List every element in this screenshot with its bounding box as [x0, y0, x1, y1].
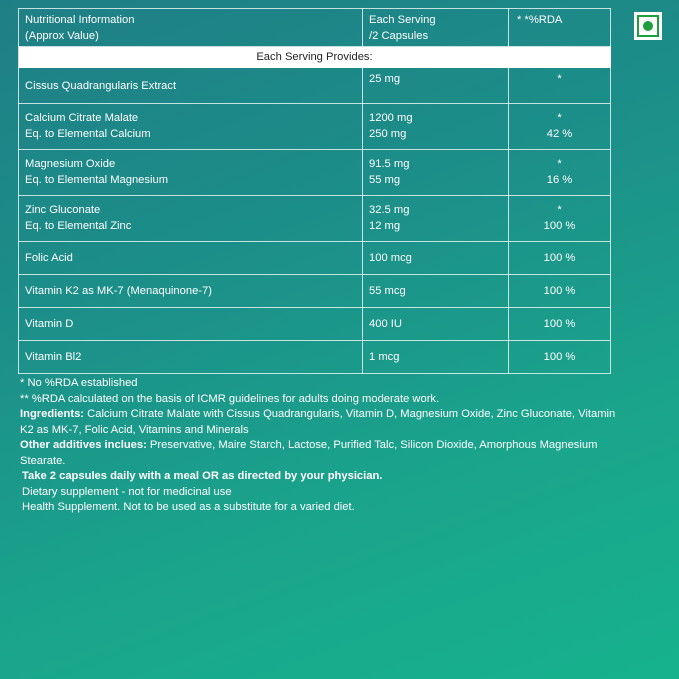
ingredients [20, 407, 620, 438]
table-row: Vitamin K2 as MK-7 (Menaquinone-7) 55 mcg 100 % [19, 275, 611, 308]
footnotes [20, 376, 620, 516]
header-each-serving: Each Serving /2 Capsules [363, 9, 509, 47]
table-row: Magnesium Oxide Eq. to Elemental Magnesium 91.5 mg 55 mg * 16 % [19, 150, 611, 196]
rda-basis-note: ** %RDA calculated on the basis of ICMR guidelines for adults doing moderate work. [20, 392, 440, 405]
table-row: Folic Acid 100 mcg 100 % [19, 242, 611, 275]
table-row: Vitamin D 400 IU 100 % [19, 308, 611, 341]
dietary-note: Dietary supplement - not for medicinal use [22, 485, 232, 498]
table-row: Vitamin Bl2 1 mcg 100 % [19, 341, 611, 374]
serving-provides-label: Each Serving Provides: [19, 47, 611, 68]
table-row: Cissus Quadrangularis Extract 25 mg * [19, 68, 611, 104]
table-row: Calcium Citrate Malate Eq. to Elemental Calcium 1200 mg 250 mg * 42 % [19, 104, 611, 150]
table-header-row [19, 9, 611, 47]
health-note: Health Supplement. Not to be used as a substitute for a varied diet. [22, 501, 355, 513]
additives-text: Preservative, Maire Starch, Lactose, Purified Talc, Silicon Dioxide, Amorphous Magnesium Stearate. [20, 439, 598, 467]
ingredients-label: Ingredients: [20, 408, 85, 420]
other-additives [20, 438, 620, 469]
vegetarian-mark-icon [634, 12, 662, 40]
nutrition-table [18, 8, 611, 374]
serving-provides-row [19, 47, 611, 68]
additives-label: Other additives inclues: [20, 439, 147, 451]
table-row: Zinc Gluconate Eq. to Elemental Zinc 32.5 mg 12 mg * 100 % [19, 196, 611, 242]
header-rda: * *%RDA [509, 9, 611, 47]
header-nutritional-info: Nutritional Information (Approx Value) [19, 9, 363, 47]
no-rda-note: * No %RDA established [20, 377, 138, 389]
ingredients-text: Calcium Citrate Malate with Cissus Quadrangularis, Vitamin D, Magnesium Oxide, Zinc Gluconate, Vitamin K2 as MK-7, Folic Acid, Vitamins and Minerals [20, 408, 616, 436]
directions: Take 2 capsules daily with a meal OR as directed by your physician. [22, 470, 383, 482]
